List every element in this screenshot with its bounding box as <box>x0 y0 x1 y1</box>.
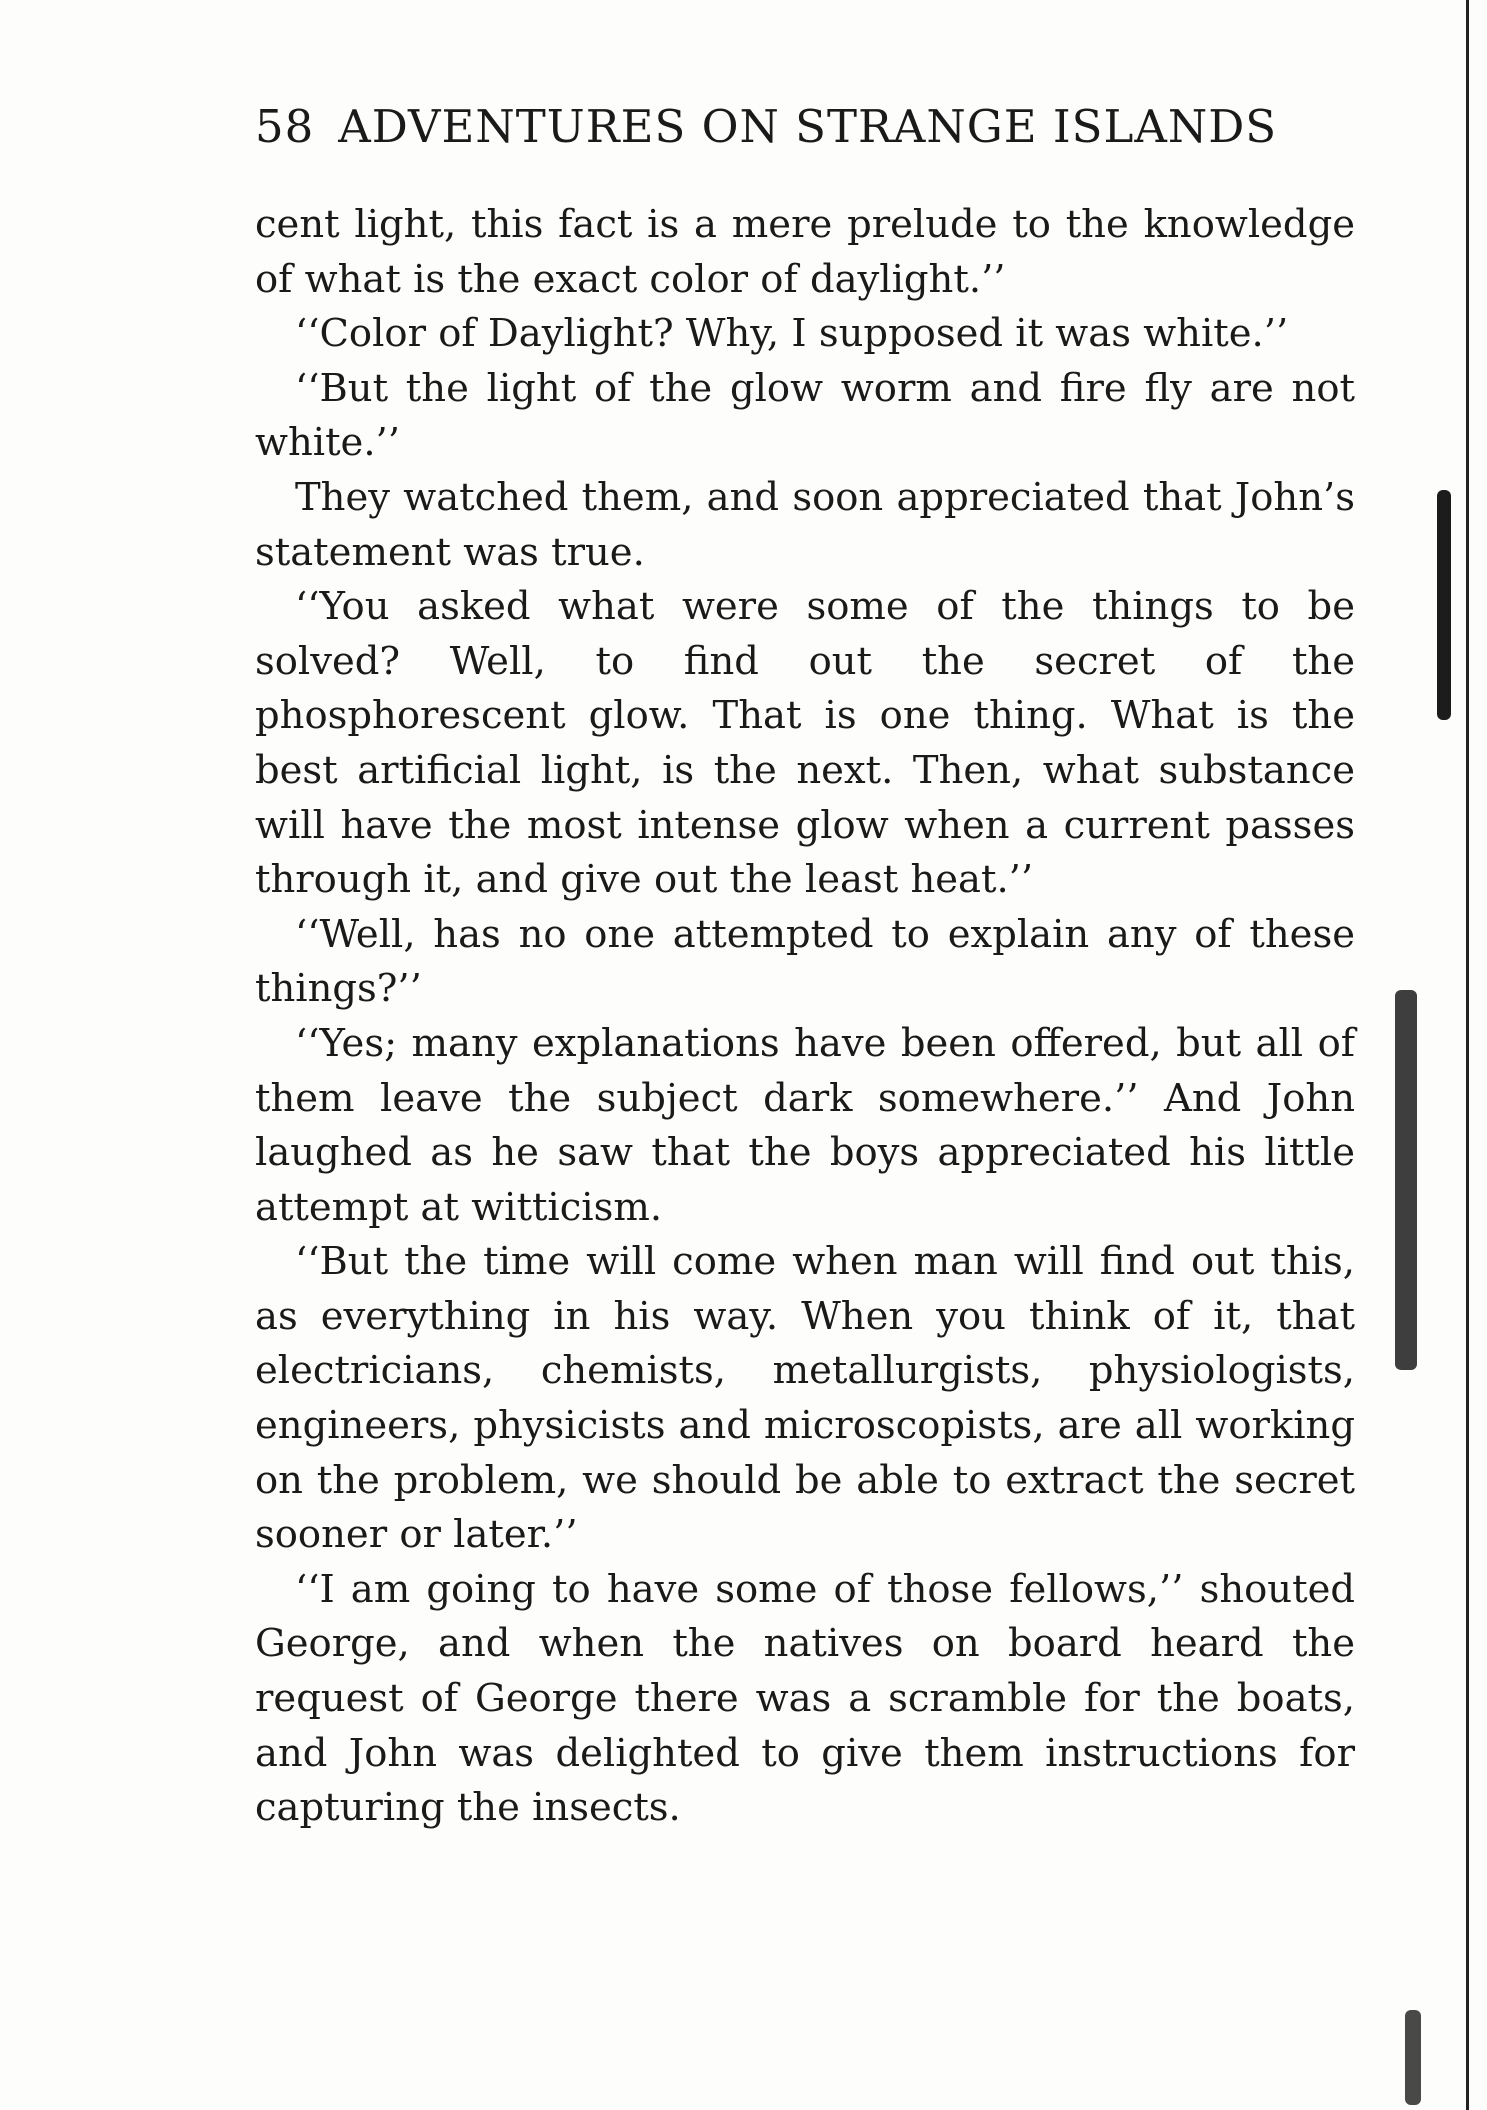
scan-edge-line <box>1466 0 1469 2110</box>
scan-smudge <box>1437 490 1451 720</box>
paragraph: ‘‘Well, has no one attempted to explain any of these things?’’ <box>255 911 1355 1012</box>
paragraph: ‘‘Color of Daylight? Why, I supposed it was white.’’ <box>295 311 1289 357</box>
paragraph: ‘‘I am going to have some of those fellows,’’ shouted George, and when the natives on board heard the request of George there was a scramble for the boats, and John was delighted to give them instructions for capturing the insects. <box>255 1566 1355 1831</box>
running-title: ADVENTURES ON STRANGE ISLANDS <box>338 100 1278 153</box>
paragraph: ‘‘You asked what were some of the things to be solved? Well, to find out the secret of the phosphorescent glow. That is one thing. What is the best artificial light, is the next. Then, what substance will have the most intense glow when a current passes through it, and give out the least heat.’’ <box>255 584 1355 903</box>
scan-smudge <box>1405 2010 1421 2105</box>
paragraph: ‘‘Yes; many explanations have been offered, but all of them leave the subject dark somewhere.’’ And John laughed as he saw that the boys appreciated his little attempt at witticism. <box>255 1020 1355 1230</box>
scan-smudge <box>1395 990 1417 1370</box>
paragraph: cent light, this fact is a mere prelude to the knowledge of what is the exact color of daylight.’’ <box>255 202 1355 302</box>
page-number: 58 <box>255 100 315 153</box>
paragraph: They watched them, and soon appreciated that John’s statement was true. <box>255 474 1355 575</box>
running-header <box>255 100 1355 153</box>
body-text <box>255 198 1355 1836</box>
paragraph: ‘‘But the light of the glow worm and fire fly are not white.’’ <box>255 365 1355 466</box>
paragraph: ‘‘But the time will come when man will find out this, as everything in his way. When you think of it, that electricians, chemists, metallurgists, physiologists, engineers, physicists and microscopists, are all working on the problem, we should be able to extract the secret sooner or later.’’ <box>255 1239 1355 1558</box>
